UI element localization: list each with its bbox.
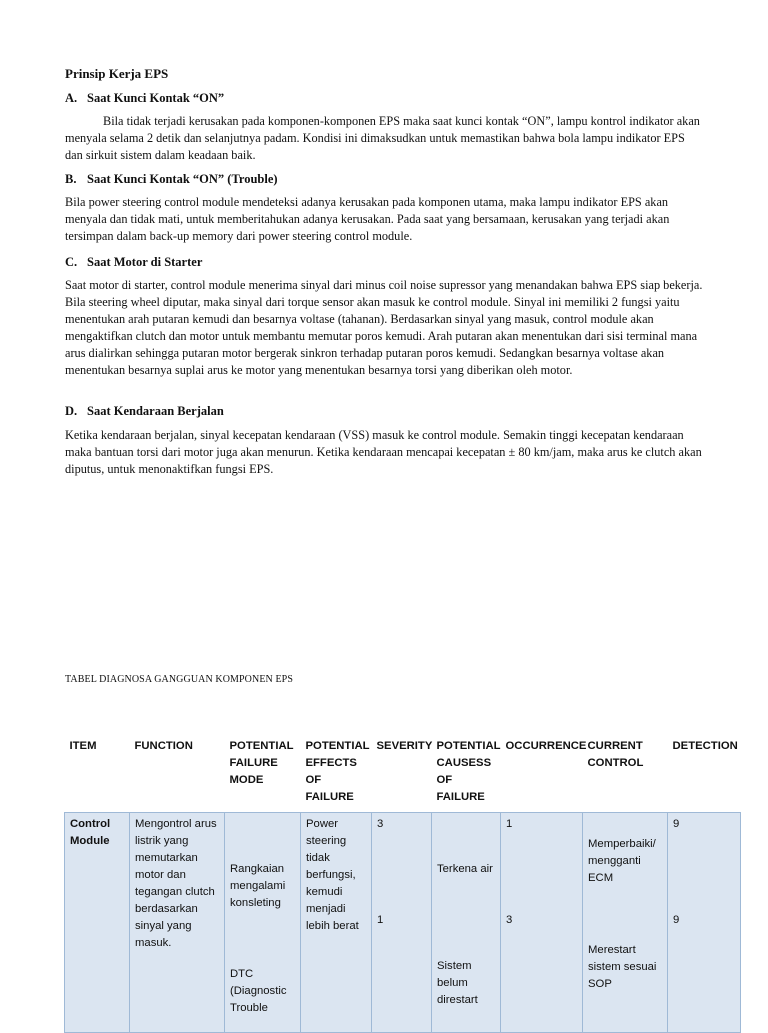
table-row — [65, 813, 741, 1033]
severity-1: 3 — [377, 818, 384, 830]
section-b-heading — [65, 172, 278, 187]
cell-failure-mode — [225, 813, 301, 1033]
diagnosis-table — [64, 732, 741, 1033]
cell-detection — [668, 813, 741, 1033]
detection-1: 9 — [673, 818, 680, 830]
cell-occurrence — [501, 813, 583, 1033]
item-label: Control Module — [70, 818, 111, 847]
function-text: Mengontrol arus listrik yang memutarkan motor dan tegangan clutch berdasarkan sinyal yang masuk. — [135, 818, 217, 949]
section-a-title: Saat Kunci Kontak “ON” — [87, 91, 225, 105]
table-caption: TABEL DIAGNOSA GANGGUAN KOMPONEN EPS — [65, 674, 293, 685]
cell-current-control — [583, 813, 668, 1033]
section-b-letter: B. — [65, 172, 77, 186]
cell-causes — [432, 813, 501, 1033]
header-current-control: CURRENT CONTROL — [587, 740, 644, 769]
header-potential-causes: POTENTIAL CAUSESS OF FAILURE — [436, 740, 501, 803]
control-2: Merestart sistem sesuai SOP — [588, 944, 657, 990]
failure-mode-1: Rangkaian mengalami konsleting — [230, 863, 286, 909]
cell-severity — [372, 813, 432, 1033]
effects-text: Power steering tidak berfungsi, kemudi menjadi lebih berat — [306, 818, 359, 932]
failure-mode-2: DTC (Diagnostic Trouble — [230, 968, 287, 1014]
cause-1: Terkena air — [437, 863, 493, 875]
cell-item — [65, 813, 130, 1033]
section-d-heading — [65, 404, 224, 419]
section-d-letter: D. — [65, 404, 78, 418]
cause-2: Sistem belum direstart — [437, 960, 478, 1006]
table-header-row — [65, 732, 741, 813]
detection-2: 9 — [673, 914, 680, 926]
header-item: ITEM — [69, 740, 97, 752]
section-c-heading — [65, 255, 202, 270]
section-d-body: Ketika kendaraan berjalan, sinyal kecepatan kendaraan (VSS) masuk ke control module. Semakin tinggi kecepatan kendaraan maka bantuan torsi dari motor juga akan menurun. Ketika kendaraan mencapai kecepatan ± 80 km/jam, maka arus ke clutch akan diputus, untuk menonaktifkan fungsi EPS. — [65, 428, 702, 476]
cell-effects — [301, 813, 372, 1033]
occurrence-2: 3 — [506, 914, 513, 926]
severity-2: 1 — [377, 914, 384, 926]
cell-function — [130, 813, 225, 1033]
section-b-title: Saat Kunci Kontak “ON” (Trouble) — [87, 172, 278, 186]
header-function: FUNCTION — [134, 740, 193, 752]
section-a-body: Bila tidak terjadi kerusakan pada komponen-komponen EPS maka saat kunci kontak “ON”, lampu kontrol indikator akan menyala selama 2 detik dan selanjutnya padam. Kondisi ini dimaksudkan untuk memastikan bahwa bola lampu indikator EPS dan sirkuit sistem dalam keadaan baik. — [65, 114, 700, 162]
occurrence-1: 1 — [506, 818, 513, 830]
header-severity: SEVERITY — [376, 740, 433, 752]
document-title: Prinsip Kerja EPS — [65, 66, 169, 81]
header-occurrence: OCCURRENCE — [505, 740, 587, 752]
header-potential-failure-mode: POTENTIAL FAILURE MODE — [229, 740, 294, 786]
section-b-body: Bila power steering control module mendeteksi adanya kerusakan pada komponen utama, maka lampu indikator EPS akan menyala dan tidak mati, untuk memberitahukan adanya kerusakan. Pada saat yang bersamaan, kerusakan yang terjadi akan tersimpan dalam back-up memory dari power steering control module. — [65, 195, 670, 243]
section-c-body: Saat motor di starter, control module menerima sinyal dari minus coil noise supressor yang menandakan bahwa EPS siap bekerja. Bila steering wheel diputar, maka sinyal dari torque sensor akan masuk ke control module. Sinyal ini memiliki 2 fungsi yaitu menentukan arah putaran kemudi dan besarnya voltase (tahanan). Berdasarkan sinyal yang masuk, control module akan mengaktifkan clutch dan motor untuk membantu memutar poros kemudi. Arah putaran akan menentukan dari sisi terminal mana arus dialirkan sehingga putaran motor bergerak sinkron terhadap putaran poros kemudi. Sedangkan besarnya voltase akan menentukan besarnya suplai arus ke motor yang menentukan besarnya torsi yang diberikan oleh motor. — [65, 278, 703, 377]
section-d-title: Saat Kendaraan Berjalan — [87, 404, 224, 418]
header-potential-effects: POTENTIAL EFFECTS OF FAILURE — [305, 740, 370, 803]
section-a-heading — [65, 91, 224, 106]
control-1: Memperbaiki/ mengganti ECM — [588, 838, 656, 884]
section-c-title: Saat Motor di Starter — [87, 255, 203, 269]
header-detection: DETECTION — [672, 740, 738, 752]
section-a-letter: A. — [65, 91, 78, 105]
section-c-letter: C. — [65, 255, 78, 269]
